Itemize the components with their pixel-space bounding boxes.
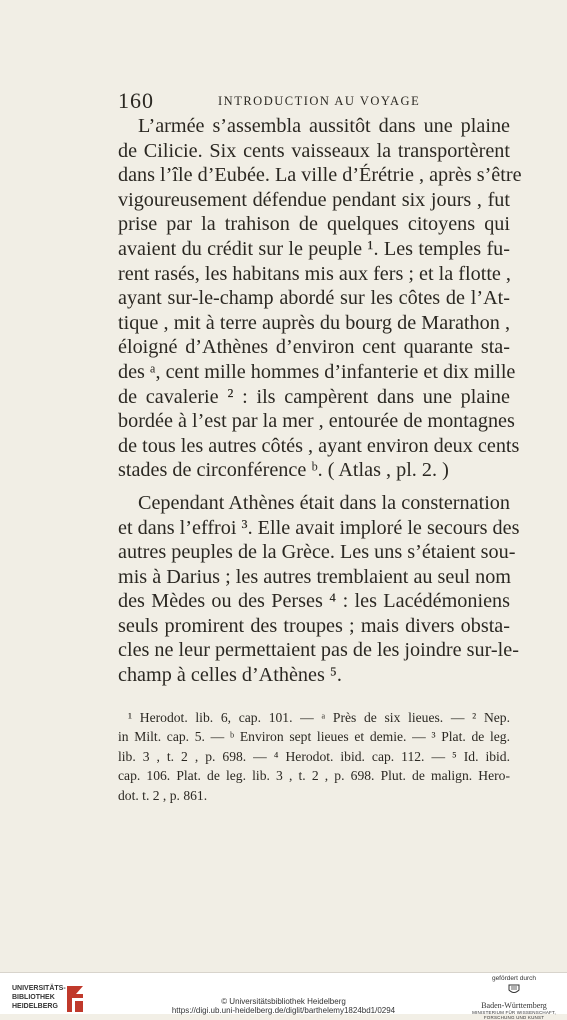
text-line: rent rasés, les habitans mis aux fers ; et la flotte , [118, 262, 511, 285]
library-name: UNIVERSITÄTS- BIBLIOTHEK HEIDELBERG [12, 985, 66, 1010]
text-line: cles ne leur permettaient pas de les joindre sur-le- [118, 639, 519, 662]
funder-subtitle: MINISTERIUM FÜR WISSENSCHAFT, FORSCHUNG UND KUNST [472, 1010, 556, 1020]
text-line: seuls promirent des troupes ; mais divers obsta- [118, 614, 510, 637]
running-head: INTRODUCTION AU VOYAGE [218, 94, 421, 108]
text-line: tique , mit à terre auprès du bourg de Marathon , [118, 311, 510, 334]
text-line: prise par la trahison de quelques citoyens qui [118, 213, 510, 236]
footnote-line: in Milt. cap. 5. — ᵇ Environ sept lieues et demie. — ³ Plat. de leg. [118, 729, 510, 745]
funded-by-label: gefördert durch [491, 975, 537, 982]
text-line: autres peuples de la Grèce. Les uns s’étaient sou- [118, 541, 516, 564]
text-line: des Mèdes ou des Perses ⁴ : les Lacédémoniens [118, 590, 510, 613]
permalink-url[interactable]: https://digi.ub.uni-heidelberg.de/diglit/barthelemy1824bd1/0294 [171, 1006, 396, 1015]
text-line: vigoureusement défendue pendant six jours , fut [118, 188, 510, 211]
body-text [118, 114, 522, 688]
footnote-line: ¹ Herodot. lib. 6, cap. 101. — ᵃ Près de six lieues. — ² Nep. [128, 710, 510, 725]
text-line: et dans l’effroi ³. Elle avait imploré le secours des [118, 516, 520, 539]
state-crest-icon [507, 983, 521, 995]
footnote-line: cap. 106. Plat. de leg. lib. 3 , t. 2 , p. 698. Plut. de malign. Hero- [118, 768, 510, 784]
page-number: 160 [118, 88, 154, 113]
text-line: éloigné d’Athènes d’environ cent quarante sta- [118, 336, 510, 359]
funding-logo [469, 975, 559, 1020]
funder-name: Baden-Württemberg [481, 1001, 547, 1010]
footnote-line: lib. 3 , t. 2 , p. 698. — ⁴ Herodot. ibid. cap. 112. — ⁵ Id. ibid. [118, 748, 510, 764]
text-line: des ᵃ, cent mille hommes d’infanterie et dix mille [118, 360, 516, 383]
text-line: de tous les autres côtés , ayant environ deux cents [118, 434, 520, 457]
text-line: de Cilicie. Six cents vaisseaux la transportèrent [118, 139, 510, 162]
text-line: dans l’île d’Eubée. La ville d’Érétrie , après s’être [118, 164, 522, 187]
text-line: bordée à l’est par la mer , entourée de montagnes [118, 410, 515, 433]
page-header [118, 88, 510, 112]
footnote-line: dot. t. 2 , p. 861. [118, 787, 208, 803]
text-line: de cavalerie ² : ils campèrent dans une plaine [118, 385, 510, 408]
text-line: mis à Darius ; les autres tremblaient au seul nom [118, 565, 511, 588]
text-line: L’armée s’assembla aussitôt dans une plaine [138, 115, 510, 137]
footnotes [118, 708, 510, 805]
text-line: avaient du crédit sur le peuple ¹. Les temples fu- [118, 237, 510, 260]
paragraph-1 [118, 114, 522, 483]
text-line: stades de circonférence ᵇ. ( Atlas , pl. 2. ) [118, 459, 449, 482]
paragraph-2 [118, 491, 520, 688]
digitization-footer [0, 972, 567, 1020]
text-line: champ à celles d’Athènes ⁵. [118, 664, 342, 687]
text-line: ayant sur-le-champ abordé sur les côtes de l’At- [118, 287, 510, 310]
copyright-notice: © Universitätsbibliothek Heidelberg [221, 997, 346, 1006]
text-line: Cependant Athènes était dans la consternation [138, 491, 510, 514]
